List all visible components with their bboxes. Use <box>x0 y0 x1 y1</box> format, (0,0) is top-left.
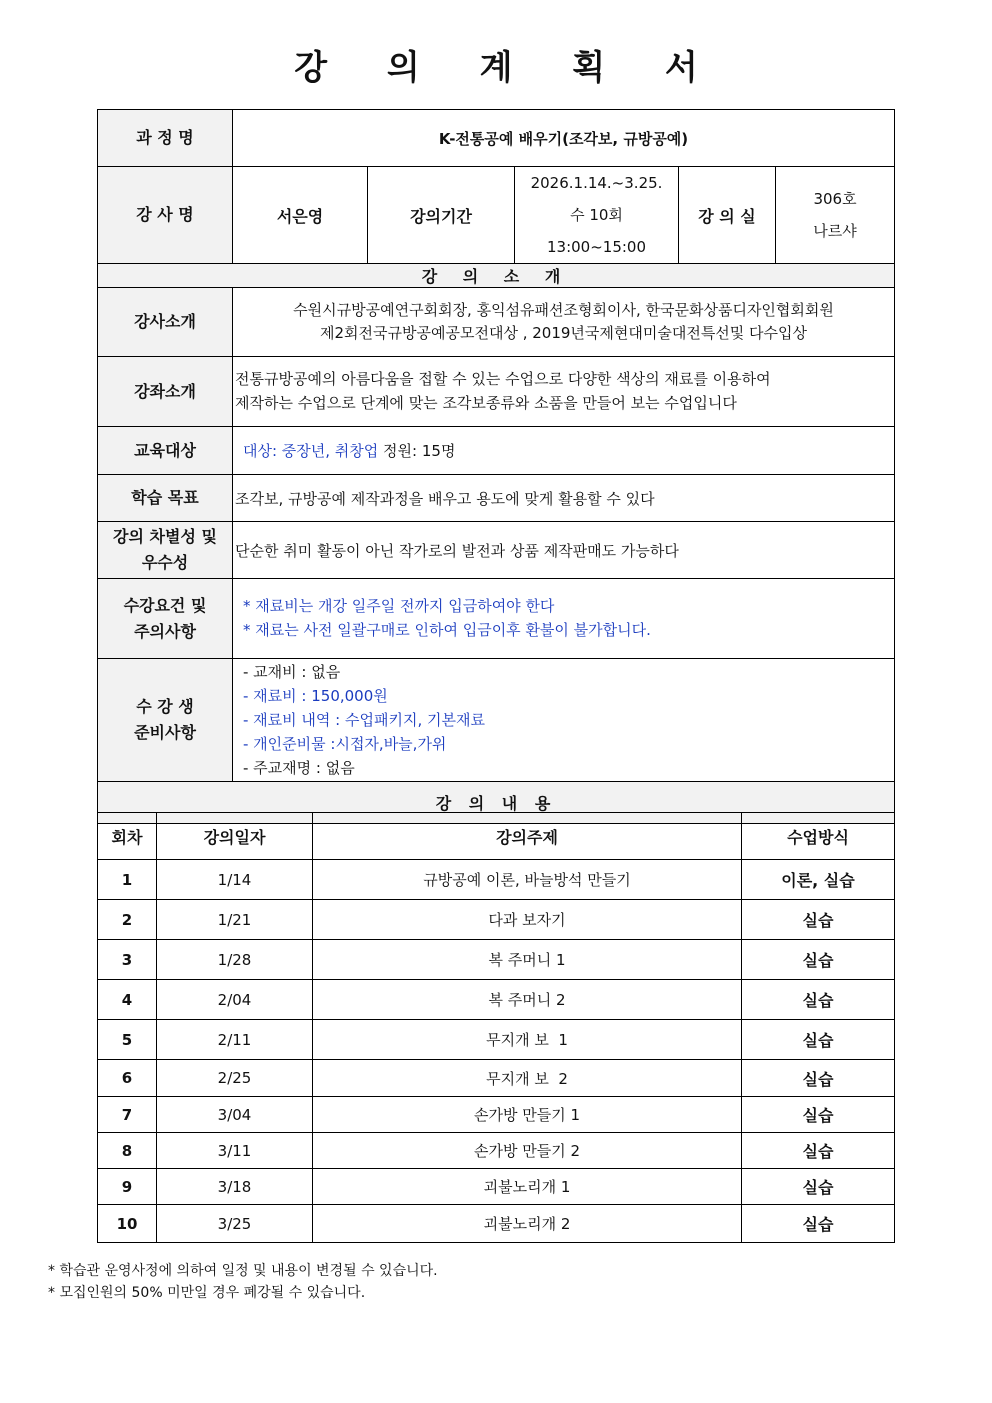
differentiation-label <box>98 522 233 579</box>
period-time: 수 10회 13:00~15:00 <box>546 206 647 256</box>
session-date: 3/04 <box>157 1097 313 1133</box>
session-topic: 괴불노리개 1 <box>313 1169 742 1205</box>
session-method: 실습 <box>742 1020 895 1060</box>
session-number: 2 <box>98 900 157 940</box>
preparation-item: - 주교재명 : 없음 <box>243 759 355 777</box>
requirements-label-line: 주의사항 <box>134 621 196 641</box>
course-intro-line: 전통규방공예의 아름다움을 접할 수 있는 수업으로 다양한 색상의 재료를 이용하여 <box>235 370 771 389</box>
instructor-value: 서은영 <box>233 167 368 264</box>
table-row <box>98 860 895 900</box>
session-date: 3/18 <box>157 1169 313 1205</box>
table-row <box>98 1060 895 1097</box>
schedule-header-no: 회차 <box>98 813 157 860</box>
room-value <box>776 167 895 264</box>
intro-section-header: 강 의 소 개 <box>98 264 895 288</box>
session-topic: 괴불노리개 2 <box>313 1205 742 1243</box>
preparation-item: - 교재비 : 없음 <box>243 663 341 681</box>
preparation-label <box>98 659 233 782</box>
target-value <box>233 427 895 475</box>
course-name-value: K-전통공예 배우기(조각보, 규방공예) <box>233 110 895 167</box>
footnotes <box>48 1260 438 1304</box>
session-date: 2/25 <box>157 1060 313 1097</box>
table-row <box>98 1133 895 1169</box>
session-date: 3/11 <box>157 1133 313 1169</box>
session-number: 7 <box>98 1097 157 1133</box>
session-method: 실습 <box>742 940 895 980</box>
course-intro-line: 제작하는 수업으로 단계에 맞는 조각보종류와 소품을 만들어 보는 수업입니다 <box>235 393 737 412</box>
table-row <box>98 1169 895 1205</box>
session-date: 3/25 <box>157 1205 313 1243</box>
session-topic: 무지개 보 2 <box>313 1060 742 1097</box>
course-intro-value <box>233 357 895 427</box>
session-date: 1/14 <box>157 860 313 900</box>
requirements-value <box>233 579 895 659</box>
session-topic: 복 주머니 2 <box>313 980 742 1020</box>
course-name-label: 과 정 명 <box>98 110 233 167</box>
session-topic: 규방공예 이론, 바늘방석 만들기 <box>313 860 742 900</box>
session-topic: 손가방 만들기 1 <box>313 1097 742 1133</box>
instructor-label: 강 사 명 <box>98 167 233 264</box>
session-method: 실습 <box>742 1060 895 1097</box>
schedule-header-topic: 강의주제 <box>313 813 742 860</box>
session-topic: 다과 보자기 <box>313 900 742 940</box>
course-intro-label: 강좌소개 <box>98 357 233 427</box>
preparation-value <box>233 659 895 782</box>
table-row <box>98 1097 895 1133</box>
requirements-label <box>98 579 233 659</box>
session-method: 실습 <box>742 1205 895 1243</box>
session-number: 3 <box>98 940 157 980</box>
target-capacity: 정원: 15명 <box>378 442 456 460</box>
page-title: 강 의 계 획 서 <box>294 48 722 88</box>
instructor-intro-value <box>233 288 895 357</box>
requirement-item: * 재료비는 개강 일주일 전까지 입금하여야 한다 <box>243 597 555 616</box>
target-label: 교육대상 <box>98 427 233 475</box>
instructor-intro-line: 제2회전국규방공예공모전대상 , 2019년국제현대미술대전특선및 다수입상 <box>320 324 808 342</box>
session-method: 실습 <box>742 1169 895 1205</box>
requirements-label-line: 수강요건 및 <box>123 595 207 615</box>
course-info-table <box>97 109 895 824</box>
requirement-item: * 재료는 사전 일괄구매로 인하여 입금이후 환불이 불가합니다. <box>243 620 651 639</box>
preparation-item: - 재료비 내역 : 수업패키지, 기본재료 <box>243 711 485 729</box>
footnote: * 학습관 운영사정에 의하여 일정 및 내용이 변경될 수 있습니다. <box>48 1263 438 1279</box>
table-row <box>98 1205 895 1243</box>
session-date: 2/11 <box>157 1020 313 1060</box>
session-number: 5 <box>98 1020 157 1060</box>
room-label: 강 의 실 <box>679 167 776 264</box>
session-number: 9 <box>98 1169 157 1205</box>
session-date: 1/21 <box>157 900 313 940</box>
table-row <box>98 940 895 980</box>
session-number: 4 <box>98 980 157 1020</box>
differentiation-label-line: 강의 차별성 및 <box>113 527 217 547</box>
period-value <box>515 167 679 264</box>
session-topic: 복 주머니 1 <box>313 940 742 980</box>
table-row <box>98 980 895 1020</box>
session-method: 실습 <box>742 900 895 940</box>
preparation-item: - 재료비 : 150,000원 <box>243 687 388 705</box>
differentiation-value: 단순한 취미 활동이 아닌 작가로의 발전과 상품 제작판매도 가능하다 <box>233 522 895 579</box>
session-method: 실습 <box>742 1133 895 1169</box>
instructor-intro-line: 수원시규방공예연구회회장, 홍익섬유패션조형회이사, 한국문화상품디자인협회회원 <box>293 300 834 319</box>
goal-value: 조각보, 규방공예 제작과정을 배우고 용도에 맞게 활용할 수 있다 <box>233 475 895 522</box>
session-number: 10 <box>98 1205 157 1243</box>
session-method: 실습 <box>742 1097 895 1133</box>
preparation-label-line: 수 강 생 <box>136 697 194 717</box>
session-method: 이론, 실습 <box>742 860 895 900</box>
room-number: 306호 <box>813 190 857 208</box>
footnote: * 모집인원의 50% 미만일 경우 폐강될 수 있습니다. <box>48 1285 366 1301</box>
session-method: 실습 <box>742 980 895 1020</box>
target-audience: 대상: 중장년, 취창업 <box>243 442 379 460</box>
session-date: 1/28 <box>157 940 313 980</box>
period-label: 강의기간 <box>368 167 515 264</box>
schedule-table <box>97 812 895 1243</box>
goal-label: 학습 목표 <box>98 475 233 522</box>
schedule-header-date: 강의일자 <box>157 813 313 860</box>
session-topic: 무지개 보 1 <box>313 1020 742 1060</box>
room-name: 나르샤 <box>813 222 857 240</box>
preparation-label-line: 준비사항 <box>134 723 196 742</box>
instructor-intro-label: 강사소개 <box>98 288 233 357</box>
session-number: 6 <box>98 1060 157 1097</box>
period-dates: 2026.1.14.~3.25. <box>530 174 663 192</box>
preparation-item: - 개인준비물 :시접자,바늘,가위 <box>243 735 447 753</box>
session-number: 8 <box>98 1133 157 1169</box>
session-topic: 손가방 만들기 2 <box>313 1133 742 1169</box>
session-date: 2/04 <box>157 980 313 1020</box>
content-section-header: 강 의 내 용 <box>98 782 895 824</box>
table-row <box>98 1020 895 1060</box>
session-number: 1 <box>98 860 157 900</box>
table-row <box>98 900 895 940</box>
differentiation-label-line: 우수성 <box>141 553 189 572</box>
schedule-header-method: 수업방식 <box>742 813 895 860</box>
